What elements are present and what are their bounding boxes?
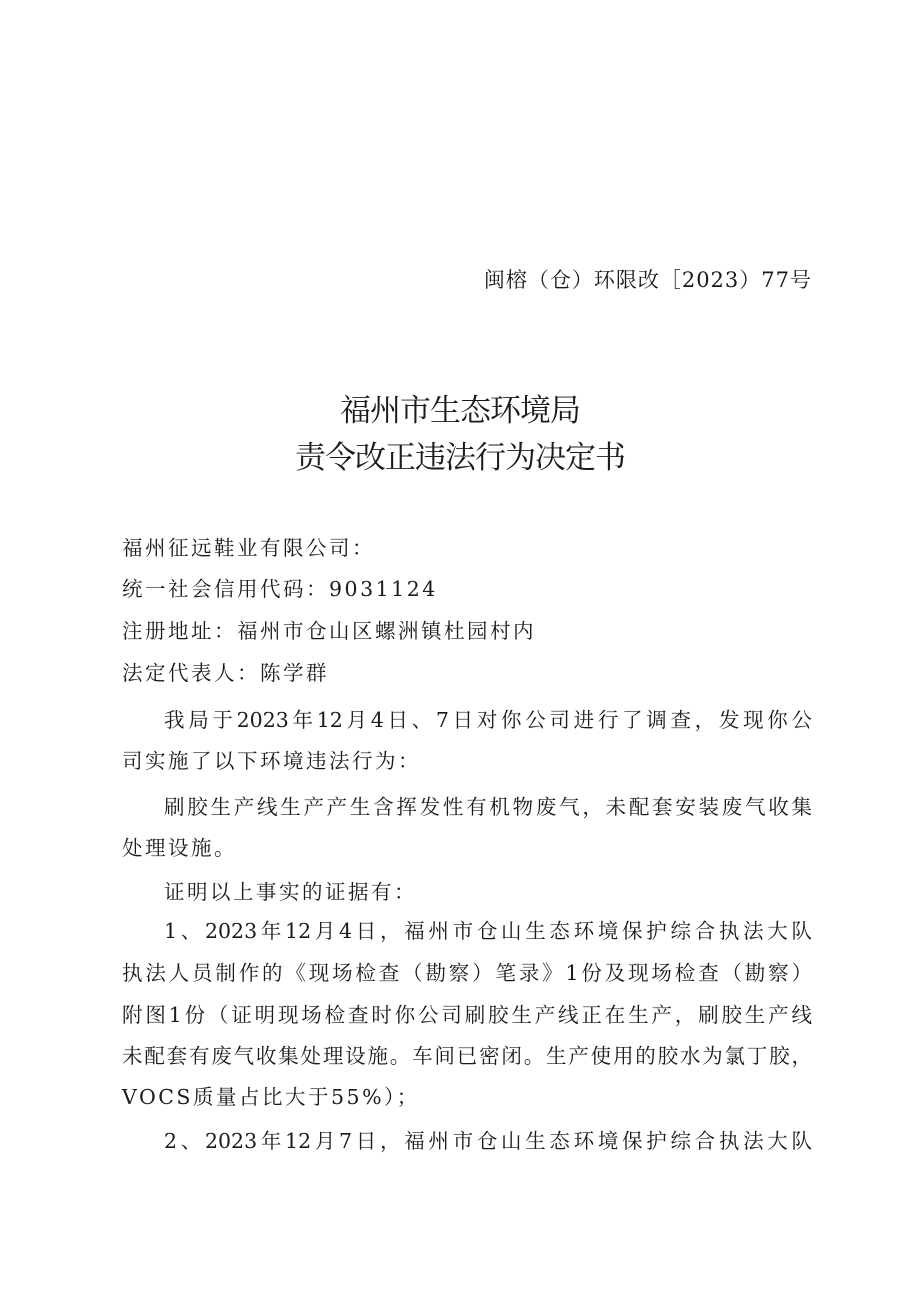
evidence-1-line-2: 执法人员制作的《现场检查（勘察）笔录》1份及现场检查（勘察） <box>122 961 812 985</box>
document-number: 闽榕（仓）环限改［2023）77号 <box>483 268 812 292</box>
evidence-1-line-3: 附图1份（证明现场检查时你公司刷胶生产线正在生产，刷胶生产线 <box>122 1003 812 1027</box>
document-title-issuer: 福州市生态环境局 <box>340 393 580 429</box>
address-line: 注册地址：福州市仓山区螺洲镇杜园村内 <box>122 619 536 643</box>
paragraph-evidence-intro: 证明以上事实的证据有： <box>164 880 417 904</box>
paragraph-investigation-line-1: 我局于2023年12月4日、7日对你公司进行了调查，发现你公 <box>164 708 812 732</box>
document-title-type: 责令改正违法行为决定书 <box>295 440 625 476</box>
evidence-1-line-4: 未配套有废气收集处理设施。车间已密闭。生产使用的胶水为氯丁胶， <box>122 1044 812 1068</box>
evidence-1-line-1: 1、2023年12月4日，福州市仓山生态环境保护综合执法大队 <box>164 919 812 943</box>
paragraph-violation-line-1: 刷胶生产线生产产生含挥发性有机物废气，未配套安装废气收集 <box>164 795 812 819</box>
paragraph-investigation-line-2: 司实施了以下环境违法行为： <box>122 749 421 773</box>
paragraph-violation-line-2: 处理设施。 <box>122 836 237 860</box>
credit-code-line: 统一社会信用代码：9031124 <box>122 577 438 601</box>
legal-representative-line: 法定代表人：陈学群 <box>122 661 329 685</box>
recipient-line: 福州征远鞋业有限公司： <box>122 536 375 560</box>
evidence-1-line-5: VOCS质量占比大于55%）； <box>122 1085 420 1109</box>
evidence-2-line-1: 2、2023年12月7日，福州市仓山生态环境保护综合执法大队 <box>164 1129 812 1153</box>
